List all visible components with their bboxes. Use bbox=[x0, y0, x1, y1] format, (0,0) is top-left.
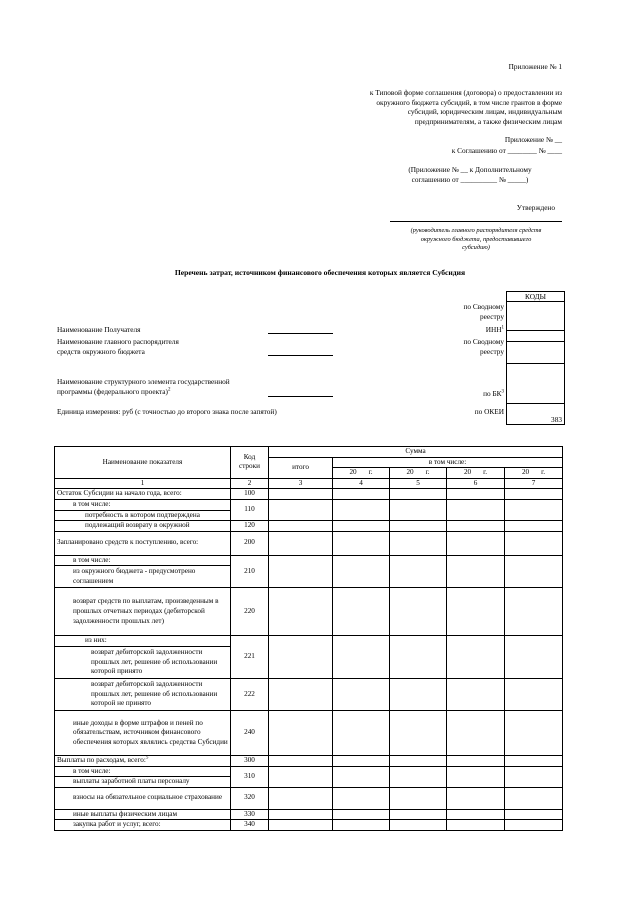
structural-element-label: Наименование структурного элемента государственной программы (федерального проекта)$^2$ bbox=[57, 377, 230, 396]
agreement-from: к Соглашению от ________ № ____ bbox=[451, 146, 562, 155]
col-number: 2 bbox=[231, 478, 269, 489]
unit-label: Единица измерения: руб (с точностью до второго знака после запятой) bbox=[57, 407, 277, 416]
approved-label: Утверждено bbox=[516, 203, 555, 212]
year-header-1: 20 г. bbox=[333, 468, 390, 479]
label-bk: по $БК^3$ bbox=[483, 389, 504, 398]
code-cell-bk bbox=[507, 364, 565, 404]
table-row: возврат средств по выплатам, произведенным в прошлых отчетных периодах (дебиторской задолженности прошлых лет) 220 bbox=[55, 588, 563, 636]
table-row: в том числе: 110 bbox=[55, 499, 563, 510]
code-cell-svod bbox=[507, 302, 565, 331]
table-row: Выплаты по расходам, всего:$^5$ 300 bbox=[55, 755, 563, 766]
col-number: 6 bbox=[447, 478, 505, 489]
additional-agreement: (Приложение № __ к Дополнительному соглашению от __________ № _____) bbox=[408, 165, 532, 184]
recipient-field[interactable] bbox=[268, 333, 333, 334]
appendix-number: Приложение № 1 bbox=[508, 62, 562, 71]
label-svod-reestr-2: по Сводному реестру bbox=[463, 337, 504, 356]
appendix-blank: Приложение № __ bbox=[504, 135, 562, 144]
table-row: Остаток Субсидии на начало года, всего: 100 bbox=[55, 489, 563, 500]
gr-manager-label: Наименование главного распорядителя средств окружного бюджета bbox=[57, 337, 179, 356]
table-row: потребность в котором подтверждена bbox=[55, 510, 563, 521]
structural-element-field[interactable] bbox=[268, 396, 333, 397]
label-svod-reestr: по Сводному реестру bbox=[463, 302, 504, 321]
year-header-3: 20 г. bbox=[447, 468, 505, 479]
col-number: 1 bbox=[55, 478, 231, 489]
col-number: 7 bbox=[505, 478, 563, 489]
codes-header: КОДЫ bbox=[507, 292, 565, 302]
year-header-2: 20 г. bbox=[390, 468, 447, 479]
table-row: подлежащий возврату в окружной 120 bbox=[55, 521, 563, 532]
table-row: из них: 221 bbox=[55, 636, 563, 647]
table-row: выплаты заработной платы персоналу bbox=[55, 777, 563, 788]
to-form-text: к Типовой форме соглашения (договора) о предоставлении из окружного бюджета субсидий, в том числе грантов в форме субсидий, юридическим лицам, индивидуальным предпринимателям, а также физическим лицам bbox=[369, 88, 562, 126]
table-row: из окружного бюджета - предусмотрено соглашением bbox=[55, 566, 563, 588]
col-incl-header: в том числе: bbox=[333, 457, 563, 468]
table-row: возврат дебиторской задолженности прошлых лет, решение об использовании которой не принято 222 bbox=[55, 678, 563, 710]
col-code-header: Код строки bbox=[231, 447, 269, 479]
table-row: в том числе: 310 bbox=[55, 766, 563, 777]
head-caption: (руководитель главного распорядителя средств окружного бюджета, предоставившего субсидию) bbox=[410, 227, 542, 252]
table-row: иные выплаты физическим лицам 330 bbox=[55, 809, 563, 820]
table-row: взносы на обязательное социальное страхование 320 bbox=[55, 787, 563, 809]
cost-table bbox=[54, 446, 563, 831]
code-cell-inn bbox=[507, 331, 565, 342]
table-row: иные доходы в форме штрафов и пеней по обязательствам, источником финансового обеспечения которых являлись средства Субсидии 240 bbox=[55, 710, 563, 755]
code-cell-svod2 bbox=[507, 342, 565, 364]
col-number: 3 bbox=[269, 478, 333, 489]
col-number: 5 bbox=[390, 478, 447, 489]
table-row: закупка работ и услуг, всего: 340 bbox=[55, 820, 563, 831]
recipient-label: Наименование Получателя bbox=[57, 325, 141, 334]
year-header-4: 20 г. bbox=[505, 468, 563, 479]
table-row: Запланировано средств к поступлению, всего: 200 bbox=[55, 531, 563, 555]
label-okei: по ОКЕИ bbox=[474, 407, 504, 416]
code-cell-okei: 383 bbox=[507, 404, 565, 425]
col-name-header: Наименование показателя bbox=[55, 447, 231, 479]
col-number: 4 bbox=[333, 478, 390, 489]
gr-manager-field[interactable] bbox=[268, 355, 333, 356]
table-row: в том числе: 210 bbox=[55, 555, 563, 566]
label-inn: ИНН$^1$ bbox=[485, 325, 504, 334]
col-total-header: итого bbox=[269, 457, 333, 478]
approved-signature-line bbox=[390, 221, 562, 222]
table-row: возврат дебиторской задолженности прошлых лет, решение об использовании которой принято bbox=[55, 646, 563, 678]
col-sum-header: Сумма bbox=[269, 447, 563, 458]
codes-table bbox=[506, 291, 565, 425]
page-title: Перечень затрат, источником финансового обеспечения которых является Субсидия bbox=[174, 268, 466, 277]
